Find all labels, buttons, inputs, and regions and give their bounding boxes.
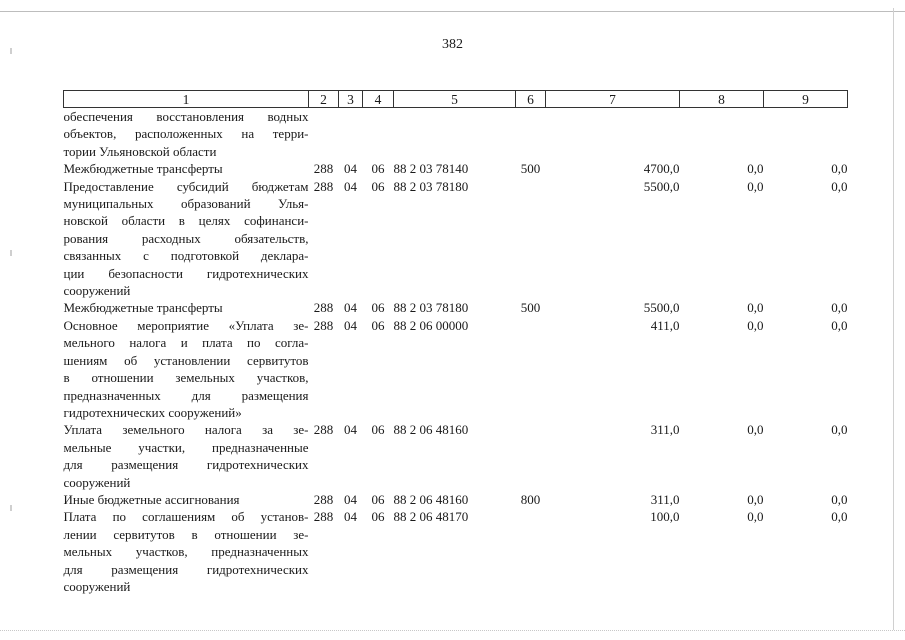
row-name bbox=[64, 508, 309, 595]
row-name-line: шениям об установлении сервитутов bbox=[63, 352, 309, 368]
cell-c2: 288 bbox=[313, 178, 334, 194]
cell-c6: 500 bbox=[520, 161, 541, 177]
cell-c3: 04 bbox=[344, 491, 357, 507]
cell-c2: 288 bbox=[313, 300, 334, 316]
cell-c5: 88 2 06 48160 bbox=[393, 422, 469, 438]
cell-c2 bbox=[309, 108, 339, 161]
cell-c2: 288 bbox=[313, 491, 334, 507]
budget-table bbox=[63, 90, 848, 595]
cell-c7: 4700,0 bbox=[643, 161, 680, 177]
cell-c2: 288 bbox=[313, 317, 334, 333]
cell-c4: 06 bbox=[371, 161, 385, 177]
scan-mark bbox=[10, 505, 12, 511]
row-name-line: муниципальных образований Улья- bbox=[63, 196, 309, 212]
cell-c7 bbox=[546, 108, 680, 161]
cell-c7: 411,0 bbox=[650, 317, 680, 333]
cell-c7: 5500,0 bbox=[643, 178, 680, 194]
row-name-line: Межбюджетные трансферты bbox=[63, 161, 223, 177]
row-name-line: Межбюджетные трансферты bbox=[63, 300, 223, 316]
cell-c3 bbox=[339, 108, 363, 161]
row-name-line: новской области в целях софинанси- bbox=[63, 213, 309, 229]
cell-c9: 0,0 bbox=[831, 161, 848, 177]
cell-c6 bbox=[516, 178, 546, 300]
row-name-line: тории Ульяновской области bbox=[63, 143, 217, 159]
row-name-line: связанных с подготовкой деклара- bbox=[63, 248, 309, 264]
row-name-line: Основное мероприятие «Уплата зе- bbox=[63, 317, 309, 333]
cell-c4: 06 bbox=[371, 422, 385, 438]
column-header-4: 4 bbox=[363, 91, 394, 108]
row-name-line: объектов, расположенных на терри- bbox=[63, 126, 309, 142]
cell-c8: 0,0 bbox=[747, 300, 764, 316]
column-header-3: 3 bbox=[339, 91, 363, 108]
cell-c7: 5500,0 bbox=[643, 300, 680, 316]
cell-c4: 06 bbox=[371, 178, 385, 194]
row-name-line: Иные бюджетные ассигнования bbox=[63, 491, 240, 507]
table-row bbox=[64, 160, 848, 177]
cell-c9: 0,0 bbox=[831, 317, 848, 333]
table-row bbox=[64, 299, 848, 316]
row-name-line: рования расходных обязательств, bbox=[63, 230, 309, 246]
cell-c5: 88 2 03 78140 bbox=[393, 161, 469, 177]
cell-c8: 0,0 bbox=[747, 317, 764, 333]
cell-c8: 0,0 bbox=[747, 178, 764, 194]
table-row bbox=[64, 317, 848, 421]
cell-c4 bbox=[363, 108, 394, 161]
cell-c2: 288 bbox=[313, 422, 334, 438]
cell-c5: 88 2 03 78180 bbox=[393, 178, 469, 194]
cell-c9: 0,0 bbox=[831, 300, 848, 316]
row-name-line: предназначенных для размещения bbox=[63, 387, 309, 403]
table-body bbox=[64, 108, 848, 596]
cell-c2: 288 bbox=[313, 161, 334, 177]
row-name bbox=[64, 421, 309, 491]
row-name-line: гидротехнических сооружений» bbox=[63, 404, 242, 420]
cell-c4: 06 bbox=[371, 491, 385, 507]
cell-c9: 0,0 bbox=[831, 178, 848, 194]
cell-c3: 04 bbox=[344, 317, 357, 333]
cell-c3: 04 bbox=[344, 509, 357, 525]
row-name bbox=[64, 317, 309, 421]
cell-c3: 04 bbox=[344, 300, 357, 316]
cell-c5: 88 2 06 48160 bbox=[393, 491, 469, 507]
row-name bbox=[64, 108, 309, 161]
row-name-line: лении сервитутов в отношении зе- bbox=[63, 526, 309, 542]
row-name-line: Уплата земельного налога за зе- bbox=[63, 422, 309, 438]
row-name-line: ции безопасности гидротехнических bbox=[63, 265, 309, 281]
row-name-line: мельные участки, предназначенные bbox=[63, 439, 309, 455]
cell-c4: 06 bbox=[371, 300, 385, 316]
cell-c5: 88 2 03 78180 bbox=[393, 300, 469, 316]
column-header-2: 2 bbox=[309, 91, 339, 108]
row-name-line: для размещения гидротехнических bbox=[63, 457, 309, 473]
cell-c9: 0,0 bbox=[831, 509, 848, 525]
row-name-line: Предоставление субсидий бюджетам bbox=[63, 178, 309, 194]
row-name bbox=[64, 491, 309, 508]
row-name-line: Плата по соглашениям об установ- bbox=[63, 509, 309, 525]
cell-c7: 311,0 bbox=[650, 491, 680, 507]
cell-c6 bbox=[516, 317, 546, 421]
cell-c5: 88 2 06 48170 bbox=[393, 509, 469, 525]
cell-c8: 0,0 bbox=[747, 161, 764, 177]
cell-c8: 0,0 bbox=[747, 491, 764, 507]
cell-c6: 500 bbox=[520, 300, 541, 316]
row-name bbox=[64, 178, 309, 300]
row-name bbox=[64, 299, 309, 316]
right-page-edge bbox=[893, 8, 894, 630]
table-row bbox=[64, 508, 848, 595]
column-header-1: 1 bbox=[64, 91, 309, 108]
cell-c7: 311,0 bbox=[650, 422, 680, 438]
table-row bbox=[64, 108, 848, 161]
cell-c8: 0,0 bbox=[747, 509, 764, 525]
cell-c3: 04 bbox=[344, 178, 357, 194]
top-rule bbox=[0, 11, 905, 12]
table-row bbox=[64, 178, 848, 300]
cell-c8 bbox=[680, 108, 764, 161]
column-header-5: 5 bbox=[394, 91, 516, 108]
cell-c6: 800 bbox=[520, 491, 541, 507]
table-row bbox=[64, 421, 848, 491]
cell-c9: 0,0 bbox=[831, 422, 848, 438]
column-header-8: 8 bbox=[680, 91, 764, 108]
cell-c9 bbox=[764, 108, 848, 161]
row-name-line: сооружений bbox=[63, 283, 131, 299]
cell-c9: 0,0 bbox=[831, 491, 848, 507]
cell-c3: 04 bbox=[344, 422, 357, 438]
column-header-7: 7 bbox=[546, 91, 680, 108]
cell-c7: 100,0 bbox=[650, 509, 680, 525]
cell-c6 bbox=[516, 108, 546, 161]
bottom-rule bbox=[0, 630, 905, 631]
row-name-line: мельного налога и плата по согла- bbox=[63, 335, 309, 351]
cell-c8: 0,0 bbox=[747, 422, 764, 438]
row-name-line: сооружений bbox=[63, 578, 131, 594]
page-number: 382 bbox=[442, 37, 463, 52]
cell-c4: 06 bbox=[371, 317, 385, 333]
cell-c6 bbox=[516, 508, 546, 595]
row-name-line: обеспечения восстановления водных bbox=[63, 109, 309, 124]
cell-c6 bbox=[516, 421, 546, 491]
row-name bbox=[64, 160, 309, 177]
cell-c2: 288 bbox=[313, 509, 334, 525]
cell-c5: 88 2 06 00000 bbox=[393, 317, 469, 333]
cell-c5 bbox=[394, 108, 516, 161]
row-name-line: сооружений bbox=[63, 474, 131, 490]
cell-c4: 06 bbox=[371, 509, 385, 525]
column-header-9: 9 bbox=[764, 91, 848, 108]
row-name-line: в отношении земельных участков, bbox=[63, 370, 309, 386]
cell-c3: 04 bbox=[344, 161, 357, 177]
table-row bbox=[64, 491, 848, 508]
row-name-line: мельных участков, предназначенных bbox=[63, 544, 309, 560]
table-header-row bbox=[64, 91, 848, 108]
row-name-line: для размещения гидротехнических bbox=[63, 561, 309, 577]
scan-mark bbox=[10, 250, 12, 256]
column-header-6: 6 bbox=[516, 91, 546, 108]
